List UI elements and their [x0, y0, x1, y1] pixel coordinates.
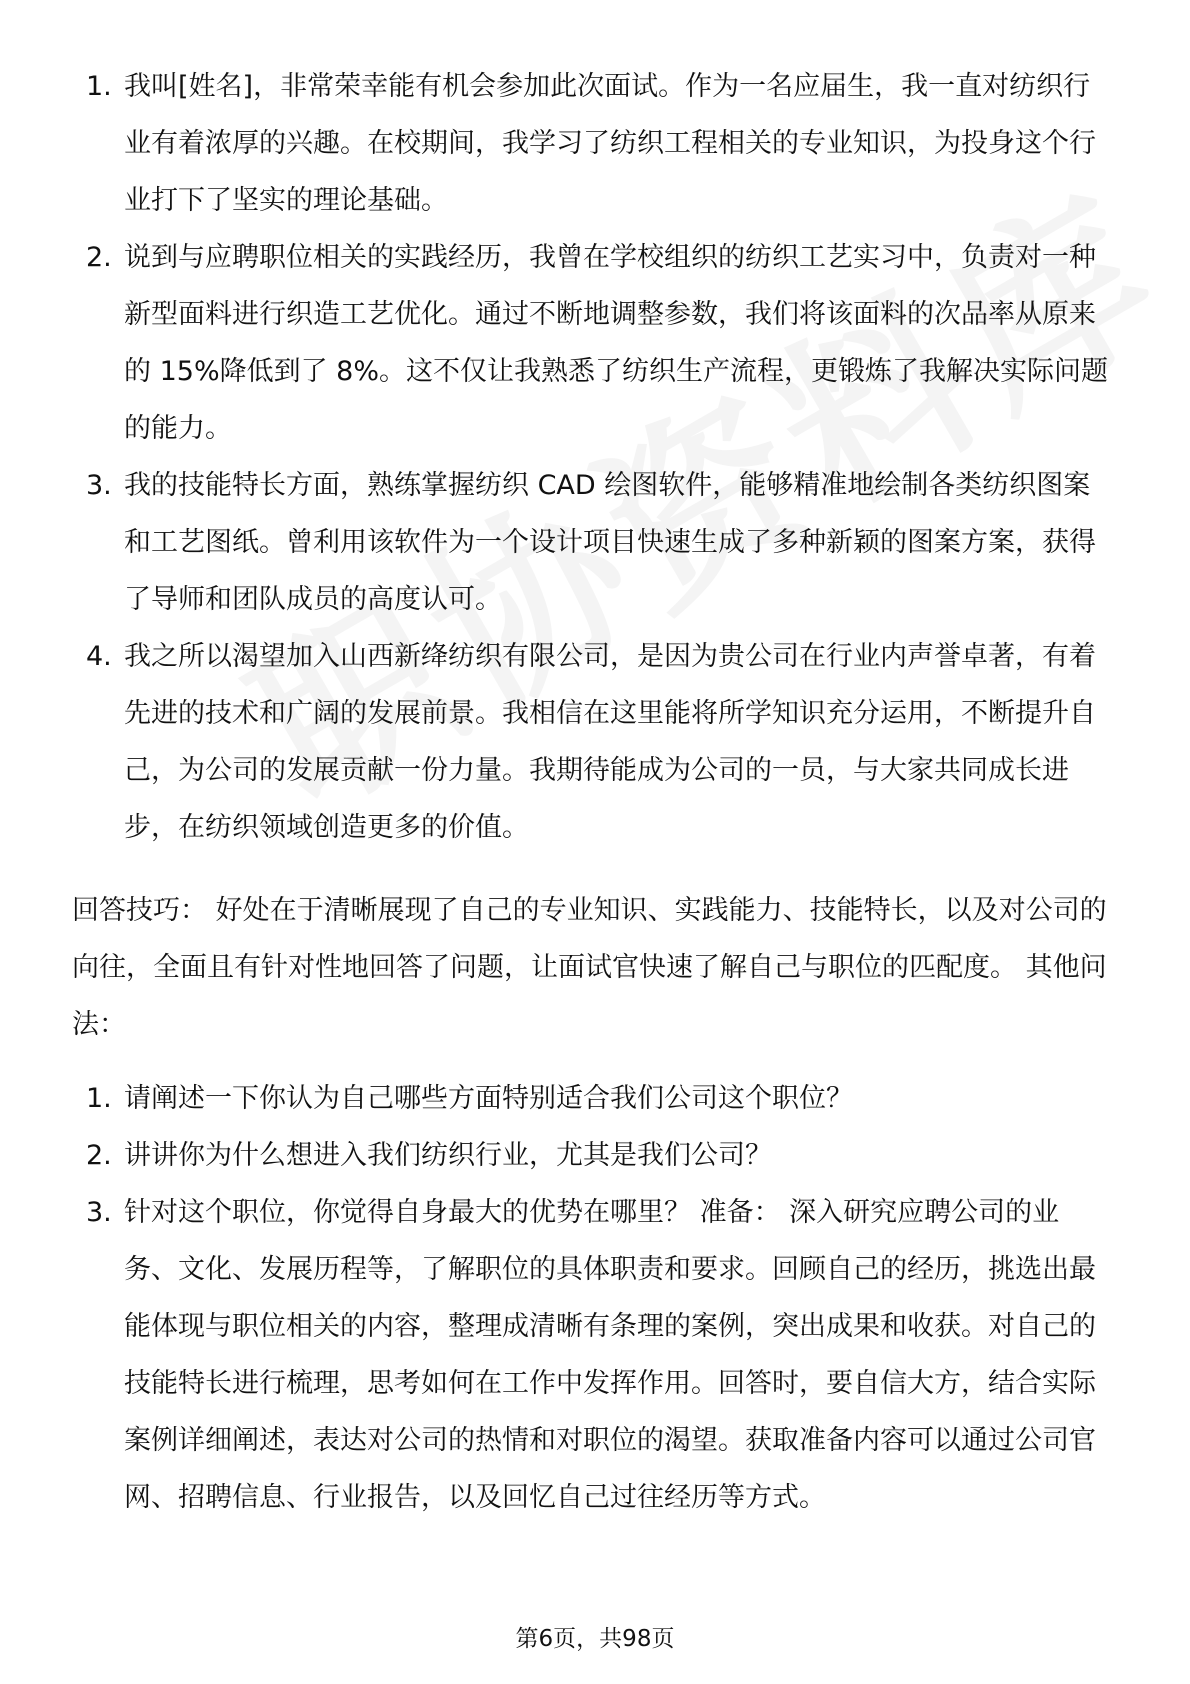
list-item: [72, 628, 1112, 856]
list-number: 1.: [86, 71, 112, 102]
list-item-text: 我的技能特长方面，熟练掌握纺织 CAD 绘图软件，能够精准地绘制各类纺织图案和工艺图纸。曾利用该软件为一个设计项目快速生成了多种新颖的图案方案，获得了导师和团队成员的高度认可。: [124, 470, 1096, 615]
list-item-text: 讲讲你为什么想进入我们纺织行业，尤其是我们公司？: [124, 1140, 772, 1171]
list-number: 1.: [86, 1083, 112, 1114]
list-number: 4.: [86, 641, 112, 672]
list-number: 3.: [86, 1197, 112, 1228]
question-list: [72, 1070, 1112, 1526]
tips-paragraph: 回答技巧： 好处在于清晰展现了自己的专业知识、实践能力、技能特长，以及对公司的向往，全面且有针对性地回答了问题，让面试官快速了解自己与职位的匹配度。 其他问法：: [72, 895, 1107, 1040]
list-item: [72, 457, 1112, 628]
answer-list: [72, 58, 1112, 856]
list-item-text: 请阐述一下你认为自己哪些方面特别适合我们公司这个职位？: [124, 1083, 853, 1114]
list-item-text: 我叫[姓名]，非常荣幸能有机会参加此次面试。作为一名应届生，我一直对纺织行业有着浓厚的兴趣。在校期间，我学习了纺织工程相关的专业知识，为投身这个行业打下了坚实的理论基础。: [124, 71, 1096, 216]
list-number: 2.: [86, 242, 112, 273]
list-item-text: 说到与应聘职位相关的实践经历，我曾在学校组织的纺织工艺实习中，负责对一种新型面料进行织造工艺优化。通过不断地调整参数，我们将该面料的次品率从原来的 15%降低到了 8%。这不仅让我熟悉了纺织生产流程，更锻炼了我解决实际问题的能力。: [124, 242, 1109, 444]
list-item-text: 针对这个职位，你觉得自身最大的优势在哪里？ 准备： 深入研究应聘公司的业务、文化、发展历程等，了解职位的具体职责和要求。回顾自己的经历，挑选出最能体现与职位相关的内容，整理成清晰有条理的案例，突出成果和收获。对自己的技能特长进行梳理，思考如何在工作中发挥作用。回答时，要自信大方，结合实际案例详细阐述，表达对公司的热情和对职位的渴望。获取准备内容可以通过公司官网、招聘信息、行业报告，以及回忆自己过往经历等方式。: [124, 1197, 1096, 1513]
list-number: 3.: [86, 470, 112, 501]
list-item-text: 我之所以渴望加入山西新绛纺织有限公司，是因为贵公司在行业内声誉卓著，有着先进的技术和广阔的发展前景。我相信在这里能将所学知识充分运用，不断提升自己，为公司的发展贡献一份力量。我期待能成为公司的一员，与大家共同成长进步，在纺织领域创造更多的价值。: [124, 641, 1096, 843]
list-item: [72, 58, 1112, 229]
list-number: 2.: [86, 1140, 112, 1171]
list-item: [72, 1184, 1112, 1526]
list-item: [72, 1070, 1112, 1127]
page-footer: 第6页，共98页: [515, 1626, 675, 1652]
list-item: [72, 229, 1112, 457]
list-item: [72, 1127, 1112, 1184]
